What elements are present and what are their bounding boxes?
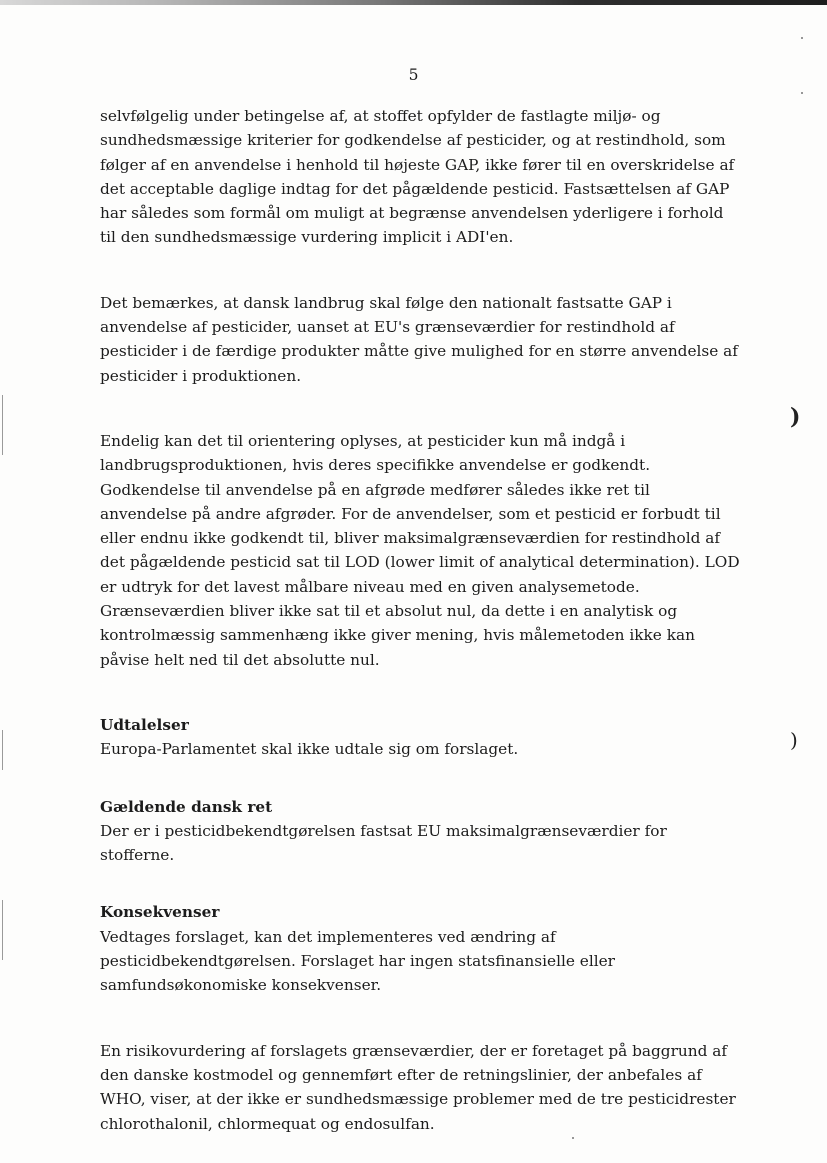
page-number: 5 [408,66,419,84]
section-body: Der er i pesticidbekendtgørelsen fastsat EU maksimalgrænseværdier for stofferne. [100,821,667,865]
scan-left-edge [2,395,3,455]
section-heading: Konsekvenser [100,903,220,922]
section-body: Europa-Parlamentet skal ikke udtale sig om forslaget. [100,740,519,759]
margin-mark: ) [790,728,798,752]
paragraph: En risikovurdering af forslagets grænseværdier, der er foretaget på baggrund af den danske kostmodel og gennemført efter de retningslinier, der anbefales af WHO, viser, at der ikke er sundhedsmæssige problemer med de tre pesticidrester chlorothalonil, chlormequat og endosulfan. [100,1041,736,1133]
scan-speck [801,37,803,39]
section-heading: Udtalelser [100,715,189,734]
margin-mark: ) [790,404,801,430]
scan-speck [801,92,803,94]
scan-speck [572,1137,574,1139]
section-heading: Gældende dansk ret [100,797,273,816]
paragraph: selvfølgelig under betingelse af, at stoffet opfylder de fastlagte miljø- og sundhedsmæssige kriterier for godkendelse af pesticider, og at restindhold, som følger af en anvendelse i henhold til højeste GAP, ikke fører til en overskridelse af det acceptable daglige indtag for det pågældende pesticid. Fastsættelsen af GAP har således som formål om muligt at begrænse anvendelsen yderligere i forhold til den sundhedsmæssige vurdering implicit i ADI'en. [100,107,735,247]
paragraph: Endelig kan det til orientering oplyses, at pesticider kun må indgå i landbrugsproduktionen, hvis deres specifikke anvendelse er godkendt. Godkendelse til anvendelse på en afgrøde medfører således ikke ret til anvendelse på andre afgrøder. For de anvendelser, som et pesticid er forbudt til eller endnu ikke godkendt til, bliver maksimalgrænseværdien for restindhold af det pågældende pesticid sat til LOD (lower limit of analytical determination). LOD er udtryk for det lavest målbare niveau med en given analysemetode. Grænseværdien bliver ikke sat til et absolut nul, da dette i en analytisk og kontrolmæssig sammenhæng ikke giver mening, hvis målemetoden ikke kan påvise helt ned til det absolutte nul. [100,431,740,669]
scan-left-edge [2,730,3,770]
scan-left-edge [2,900,3,960]
paragraph: Det bemærkes, at dansk landbrug skal følge den nationalt fastsatte GAP i anvendelse af pesticider, uanset at EU's grænseværdier for restindhold af pesticider i de færdige produkter måtte give mulighed for en større anvendelse af pesticider i produktionen. [100,293,738,385]
section-body: Vedtages forslaget, kan det implementeres ved ændring af pesticidbekendtgørelsen. Forslaget har ingen statsfinansielle eller samfundsøkonomiske konsekvenser. [100,927,615,995]
scan-top-edge [0,0,827,5]
document-body [100,104,740,1136]
